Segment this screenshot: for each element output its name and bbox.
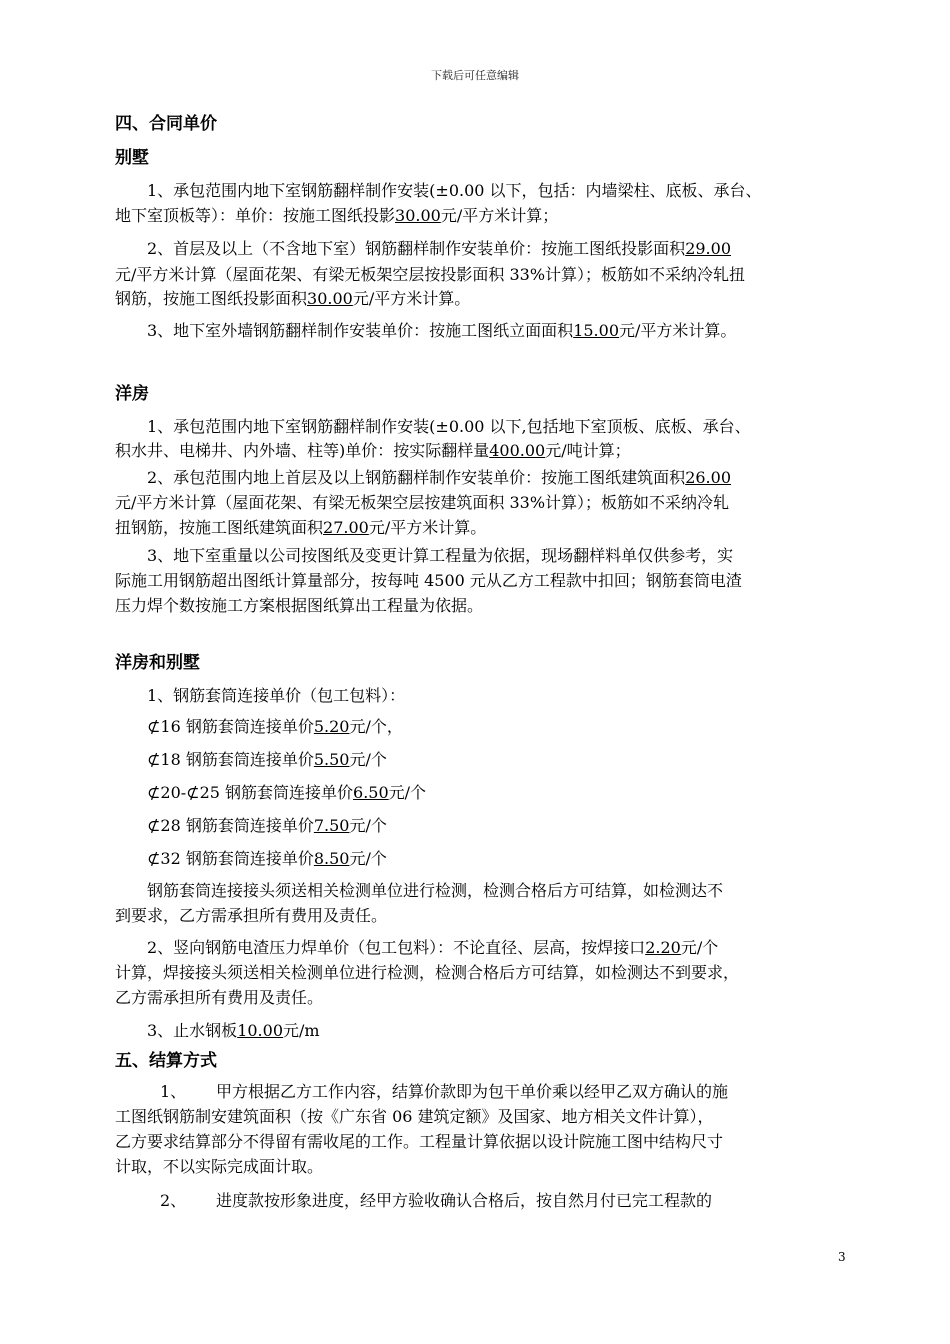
sec5-p1-line3: 乙方要求结算部分不得留有需收尾的工作。工程量计算依据以设计院施工图中结构尺寸 bbox=[115, 1132, 724, 1151]
house-p2-line1: 2、承包范围内地上首层及以上钢筋翻样制作安装单价：按施工图纸建筑面积26.00 bbox=[147, 468, 731, 487]
coupler-note-line1: 钢筋套筒连接接头须送相关检测单位进行检测，检测合格后方可结算，如检测达不 bbox=[147, 881, 724, 900]
house-p3-line3: 压力焊个数按施工方案根据图纸算出工程量为依据。 bbox=[115, 596, 484, 615]
villa-p1-line2: 地下室顶板等）：单价：按施工图纸投影30.00元/平方米计算； bbox=[115, 206, 559, 225]
villa-p2-value2: 30.00 bbox=[307, 289, 353, 308]
house-p3-line1: 3、地下室重量以公司按图纸及变更计算工程量为依据，现场翻样料单仅供参考，实 bbox=[147, 546, 734, 565]
coupler-item-18: ⊄18 钢筋套筒连接单价5.50元/个 bbox=[147, 750, 387, 769]
section-4-title: 四、合同单价 bbox=[115, 114, 217, 134]
both-p3: 3、止水钢板10.00元/m bbox=[147, 1021, 320, 1040]
coupler-item-20-25: ⊄20-⊄25 钢筋套筒连接单价6.50元/个 bbox=[147, 783, 427, 802]
villa-p1-value: 30.00 bbox=[395, 206, 441, 225]
house-p2-value1: 26.00 bbox=[685, 468, 731, 487]
section-5-title: 五、结算方式 bbox=[115, 1051, 217, 1071]
coupler-item-28: ⊄28 钢筋套筒连接单价7.50元/个 bbox=[147, 816, 387, 835]
sec5-p1-line2: 工图纸钢筋制安建筑面积（按《广东省 06 建筑定额》及国家、地方相关文件计算）， bbox=[115, 1107, 714, 1126]
house-p1-line2: 积水井、电梯井、内外墙、柱等)单价：按实际翻样量400.00元/吨计算； bbox=[115, 441, 631, 460]
house-p1-value: 400.00 bbox=[489, 441, 546, 460]
weld-value: 2.20 bbox=[645, 938, 681, 957]
villa-p1-line1: 1、承包范围内地下室钢筋翻样制作安装(±0.00 以下，包括：内墙梁柱、底板、承台、 bbox=[147, 181, 762, 200]
sec5-p2-line1: 进度款按形象进度，经甲方验收确认合格后，按自然月付已完工程款的 bbox=[216, 1191, 713, 1210]
villa-title: 别墅 bbox=[115, 148, 149, 168]
sec5-p1-line1: 甲方根据乙方工作内容，结算价款即为包干单价乘以经甲乙双方确认的施 bbox=[216, 1082, 729, 1101]
coupler-item-32: ⊄32 钢筋套筒连接单价8.50元/个 bbox=[147, 849, 387, 868]
villa-p2-line3: 钢筋，按施工图纸投影面积30.00元/平方米计算。 bbox=[115, 289, 471, 308]
house-title: 洋房 bbox=[115, 384, 149, 404]
house-p2-line3: 扭钢筋，按施工图纸建筑面积27.00元/平方米计算。 bbox=[115, 518, 487, 537]
villa-p2-line2: 元/平方米计算（屋面花架、有梁无板架空层按投影面积 33%计算）；板筋如不采纳冷轧扭 bbox=[115, 265, 746, 284]
page-header: 下载后可任意编辑 bbox=[431, 69, 519, 82]
sec5-p2-number: 2、 bbox=[160, 1191, 187, 1210]
page-number: 3 bbox=[838, 1250, 846, 1264]
house-p2-value2: 27.00 bbox=[323, 518, 369, 537]
villa-p3: 3、地下室外墙钢筋翻样制作安装单价：按施工图纸立面面积15.00元/平方米计算。 bbox=[147, 321, 737, 340]
coupler-note-line2: 到要求，乙方需承担所有费用及责任。 bbox=[115, 906, 388, 925]
sec5-p1-number: 1、 bbox=[160, 1082, 187, 1101]
both-p2-line1: 2、竖向钢筋电渣压力焊单价（包工包料）：不论直径、层高，按焊接口2.20元/个 bbox=[147, 938, 719, 957]
sec5-p1-line4: 计取，不以实际完成面计取。 bbox=[115, 1157, 324, 1176]
villa-p3-value: 15.00 bbox=[573, 321, 619, 340]
house-p3-line2: 际施工用钢筋超出图纸计算量部分，按每吨 4500 元从乙方工程款中扣回；钢筋套筒电渣 bbox=[115, 571, 742, 590]
both-title: 洋房和别墅 bbox=[115, 653, 200, 673]
villa-p2-value1: 29.00 bbox=[685, 239, 731, 258]
both-p1: 1、钢筋套筒连接单价（包工包料）： bbox=[147, 686, 406, 705]
waterstop-value: 10.00 bbox=[237, 1021, 283, 1040]
villa-p2-line1: 2、首层及以上（不含地下室）钢筋翻样制作安装单价：按施工图纸投影面积29.00 bbox=[147, 239, 731, 258]
coupler-item-16: ⊄16 钢筋套筒连接单价5.20元/个， bbox=[147, 717, 403, 736]
house-p1-line1: 1、承包范围内地下室钢筋翻样制作安装(±0.00 以下,包括地下室顶板、底板、承台、 bbox=[147, 417, 751, 436]
both-p2-line3: 乙方需承担所有费用及责任。 bbox=[115, 988, 324, 1007]
house-p2-line2: 元/平方米计算（屋面花架、有梁无板架空层按建筑面积 33%计算）；板筋如不采纳冷轧 bbox=[115, 493, 730, 512]
both-p2-line2: 计算，焊接接头须送相关检测单位进行检测，检测合格后方可结算，如检测达不到要求， bbox=[115, 963, 740, 982]
